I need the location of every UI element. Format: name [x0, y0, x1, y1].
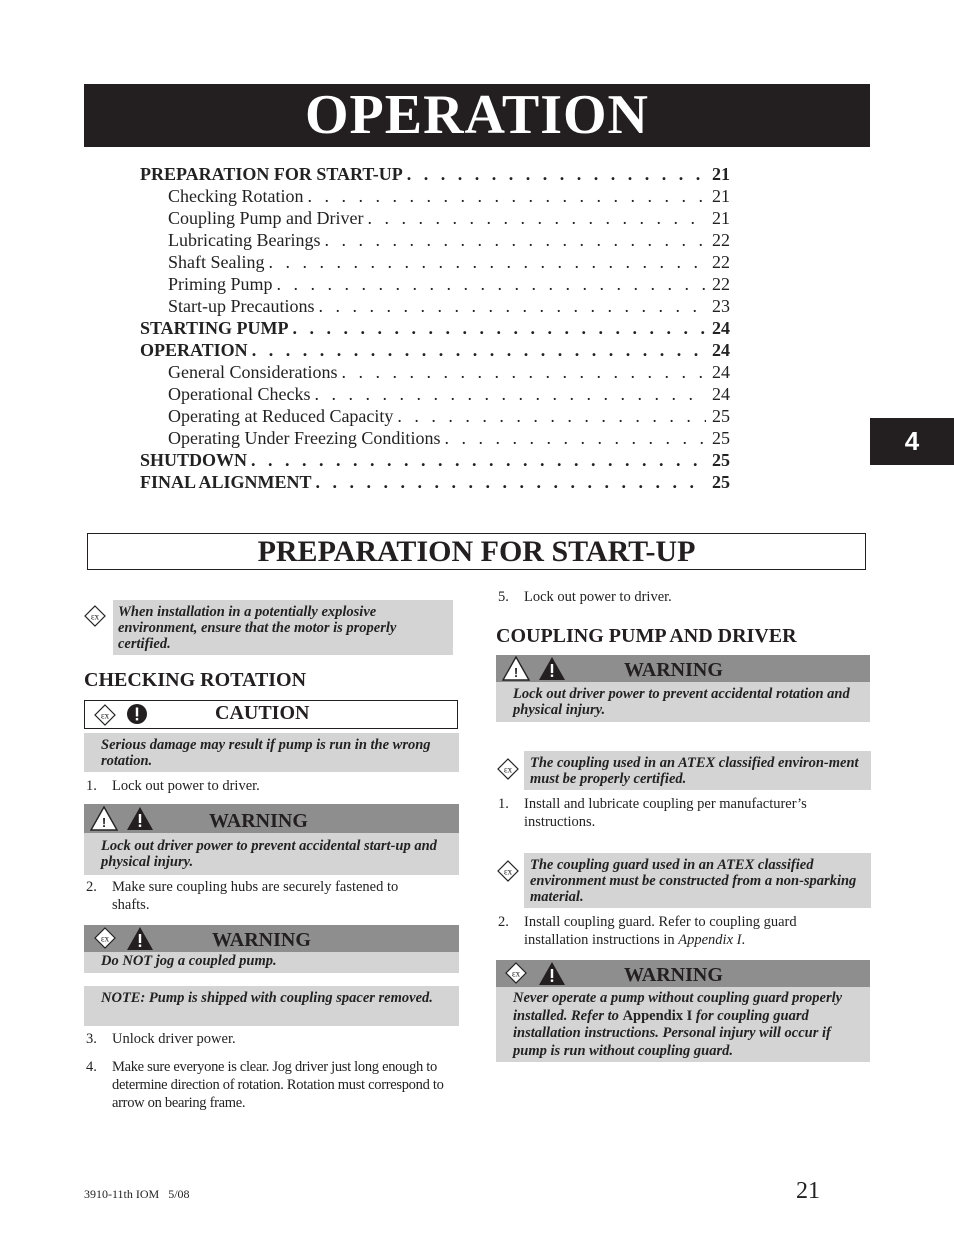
warning-label: WARNING	[209, 810, 308, 832]
step-number: 4.	[86, 1059, 97, 1075]
danger-triangle-icon	[126, 926, 154, 951]
warning-label: WARNING	[624, 964, 723, 986]
toc-entry-title: OPERATION	[140, 340, 248, 360]
atex-guard-note: The coupling guard used in an ATEX classified environment must be constructed from a non-sparking material.	[524, 853, 871, 908]
toc-leader-dots	[314, 383, 706, 405]
toc-entry	[140, 207, 730, 229]
chapter-tab	[870, 418, 954, 465]
step-text: Make sure everyone is clear. Jog driver just long enough to determine direction of rotation. Rotation must correspond to arrow on bearing frame.	[112, 1059, 444, 1111]
step-text: Unlock driver power.	[112, 1031, 236, 1047]
document-id: 3910-11th IOM 5/08	[84, 1187, 190, 1201]
danger-triangle-icon	[538, 961, 566, 986]
toc-leader-dots	[252, 339, 706, 361]
exclamation-circle-icon	[126, 703, 148, 725]
toc-entry-title: Lubricating Bearings	[168, 230, 321, 250]
page-title: OPERATION	[305, 84, 649, 146]
toc-entry	[140, 339, 730, 361]
toc-entry-page: 25	[712, 472, 730, 492]
toc-entry-title: Checking Rotation	[168, 186, 304, 206]
step-number: 5.	[498, 589, 509, 605]
toc-entry-page: 24	[712, 384, 730, 404]
toc-entry-title: Shaft Sealing	[168, 252, 265, 272]
warning-text: Do NOT jog a coupled pump.	[84, 952, 459, 973]
toc-entry-title: Coupling Pump and Driver	[168, 208, 364, 228]
svg-text:εx: εx	[503, 866, 513, 877]
toc-leader-dots	[269, 251, 707, 273]
toc-entry	[140, 273, 730, 295]
svg-text:εx: εx	[100, 710, 110, 721]
toc-entry	[140, 405, 730, 427]
warning-triangle-icon	[90, 806, 118, 831]
coupling-heading: COUPLING PUMP AND DRIVER	[496, 625, 797, 647]
page-number: 21	[796, 1178, 820, 1204]
step-text: Lock out power to driver.	[524, 589, 672, 605]
danger-triangle-icon	[538, 656, 566, 681]
toc-entry	[140, 471, 730, 493]
page-title-banner	[84, 84, 870, 147]
toc-entry-title: FINAL ALIGNMENT	[140, 472, 312, 492]
warning-label: WARNING	[212, 929, 311, 951]
toc-leader-dots	[407, 163, 706, 185]
step-text: Make sure coupling hubs are securely fastened to shafts.	[112, 879, 399, 913]
section-title: PREPARATION FOR START-UP	[87, 533, 866, 570]
toc-entry-page: 24	[712, 340, 730, 360]
step-number: 3.	[86, 1031, 97, 1047]
toc-leader-dots	[318, 295, 706, 317]
warning-text: Lock out driver power to prevent accidental start-up and physical injury.	[84, 833, 459, 875]
step-text: Install coupling guard. Refer to coupling guard installation instructions in Appendix I.	[524, 914, 797, 948]
shipping-note: NOTE: Pump is shipped with coupling spacer removed.	[84, 986, 459, 1026]
warning-label: WARNING	[624, 659, 723, 681]
toc-entry-title: PREPARATION FOR START-UP	[140, 164, 403, 184]
toc-entry	[140, 449, 730, 471]
atex-ex-icon	[497, 860, 519, 882]
chapter-tab-number: 4	[904, 426, 920, 456]
svg-text:εx: εx	[511, 968, 521, 979]
step-number: 1.	[86, 778, 97, 794]
toc-entry-page: 21	[712, 186, 730, 206]
toc-entry-title: SHUTDOWN	[140, 450, 248, 470]
checking-rotation-heading: CHECKING ROTATION	[84, 669, 307, 691]
toc-leader-dots	[307, 185, 706, 207]
svg-text:!: !	[513, 665, 519, 680]
toc-entry-title: General Considerations	[168, 362, 338, 382]
toc-entry	[140, 383, 730, 405]
toc-entry	[140, 251, 730, 273]
warning-triangle-icon	[502, 656, 530, 681]
toc-entry-page: 25	[712, 450, 730, 470]
atex-ex-icon	[94, 927, 116, 949]
toc-entry-page: 24	[712, 318, 730, 338]
toc-leader-dots	[277, 273, 706, 295]
toc-entry-title: Priming Pump	[168, 274, 273, 294]
svg-text:!: !	[101, 815, 107, 830]
toc-entry-page: 22	[712, 252, 730, 272]
toc-entry	[140, 163, 730, 185]
caution-label: CAUTION	[215, 702, 310, 724]
toc-entry	[140, 361, 730, 383]
toc-entry	[140, 295, 730, 317]
toc-entry	[140, 229, 730, 251]
step-number: 2.	[498, 914, 509, 930]
toc-entry-title: Operational Checks	[168, 384, 311, 404]
toc-leader-dots	[251, 449, 706, 471]
toc-entry-title: Operating Under Freezing Conditions	[168, 428, 441, 448]
warning-text: Lock out driver power to prevent accidental rotation and physical injury.	[496, 682, 870, 722]
toc-leader-dots	[316, 471, 706, 493]
toc-leader-dots	[397, 405, 706, 427]
atex-ex-icon	[94, 704, 116, 726]
toc-leader-dots	[368, 207, 707, 229]
atex-ex-icon	[497, 758, 519, 780]
svg-text:εx: εx	[100, 933, 110, 944]
toc-entry-page: 22	[712, 230, 730, 250]
toc-entry-page: 23	[712, 296, 730, 316]
danger-triangle-icon	[126, 806, 154, 831]
step-text: Install and lubricate coupling per manufacturer’s instructions.	[524, 796, 807, 830]
toc-entry-title: Operating at Reduced Capacity	[168, 406, 394, 426]
step-number: 2.	[86, 879, 97, 895]
toc-entry-page: 25	[712, 406, 730, 426]
atex-coupling-note: The coupling used in an ATEX classified environ-ment must be properly certified.	[524, 751, 871, 790]
toc-entry-title: Start-up Precautions	[168, 296, 315, 316]
toc-entry-page: 21	[712, 208, 730, 228]
toc-entry-page: 24	[712, 362, 730, 382]
step-text: Lock out power to driver.	[112, 778, 260, 794]
toc-leader-dots	[293, 317, 706, 339]
atex-ex-icon	[84, 605, 106, 627]
toc-entry-page: 22	[712, 274, 730, 294]
toc-entry-title: STARTING PUMP	[140, 318, 289, 338]
toc-entry	[140, 427, 730, 449]
toc-entry	[140, 185, 730, 207]
svg-text:εx: εx	[503, 764, 513, 775]
toc-leader-dots	[324, 229, 706, 251]
toc-entry-page: 25	[712, 428, 730, 448]
toc-leader-dots	[444, 427, 706, 449]
toc-entry-page: 21	[712, 164, 730, 184]
atex-ex-icon	[505, 962, 527, 984]
toc-leader-dots	[341, 361, 706, 383]
toc-entry	[140, 317, 730, 339]
svg-text:εx: εx	[90, 611, 100, 622]
caution-text: Serious damage may result if pump is run in the wrong rotation.	[84, 733, 459, 772]
warning-text: Never operate a pump without coupling guard properly installed. Refer to Appendix I for coupling guard installation instructions. Personal injury will occur if pump is run without coupling guard.	[496, 987, 870, 1062]
atex-motor-note: When installation in a potentially explosive environment, ensure that the motor is properly certified.	[113, 600, 453, 655]
step-number: 1.	[498, 796, 509, 812]
table-of-contents	[140, 163, 730, 493]
